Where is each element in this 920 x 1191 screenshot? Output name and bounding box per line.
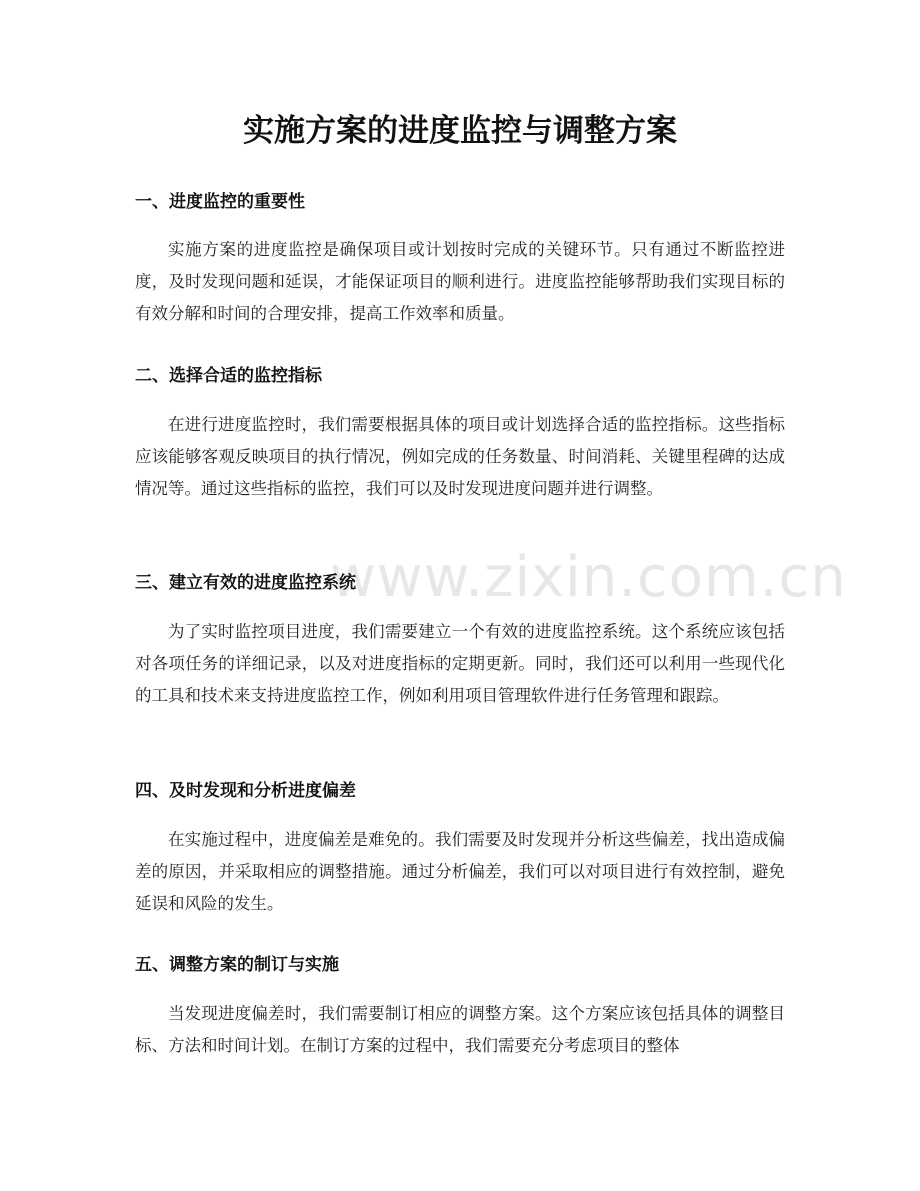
section-paragraph: 实施方案的进度监控是确保项目或计划按时完成的关键环节。只有通过不断监控进度，及时发现问题和延误，才能保证项目的顺利进行。进度监控能够帮助我们实现目标的有效分解和时间的合理安排，提高工作效率和质量。 [135,240,785,323]
section-heading: 一、进度监控的重要性 [135,192,305,212]
watermark: www.zixin.com.cn [330,545,847,610]
section-2 [135,362,785,498]
section-paragraph: 当发现进度偏差时，我们需要制订相应的调整方案。这个方案应该包括具体的调整目标、方法和时间计划。在制订方案的过程中，我们需要充分考虑项目的整体 [135,1004,785,1055]
section-5 [135,951,785,1055]
section-heading: 三、建立有效的进度监控系统 [135,573,356,593]
section-1 [135,188,785,323]
section-4 [135,777,785,913]
section-paragraph: 在进行进度监控时，我们需要根据具体的项目或计划选择合适的监控指标。这些指标应该能够客观反映项目的执行情况，例如完成的任务数量、时间消耗、关键里程碑的达成情况等。通过这些指标的监控，我们可以及时发现进度问题并进行调整。 [135,415,785,498]
section-heading: 四、及时发现和分析进度偏差 [135,781,356,801]
section-paragraph: 为了实时监控项目进度，我们需要建立一个有效的进度监控系统。这个系统应该包括对各项任务的详细记录，以及对进度指标的定期更新。同时，我们还可以利用一些现代化的工具和技术来支持进度监控工作，例如利用项目管理软件进行任务管理和跟踪。 [135,622,785,705]
section-paragraph: 在实施过程中，进度偏差是难免的。我们需要及时发现并分析这些偏差，找出造成偏差的原因，并采取相应的调整措施。通过分析偏差，我们可以对项目进行有效控制，避免延误和风险的发生。 [135,830,785,913]
section-heading: 二、选择合适的监控指标 [135,366,322,386]
document-title: 实施方案的进度监控与调整方案 [243,113,677,149]
section-heading: 五、调整方案的制订与实施 [135,955,339,975]
